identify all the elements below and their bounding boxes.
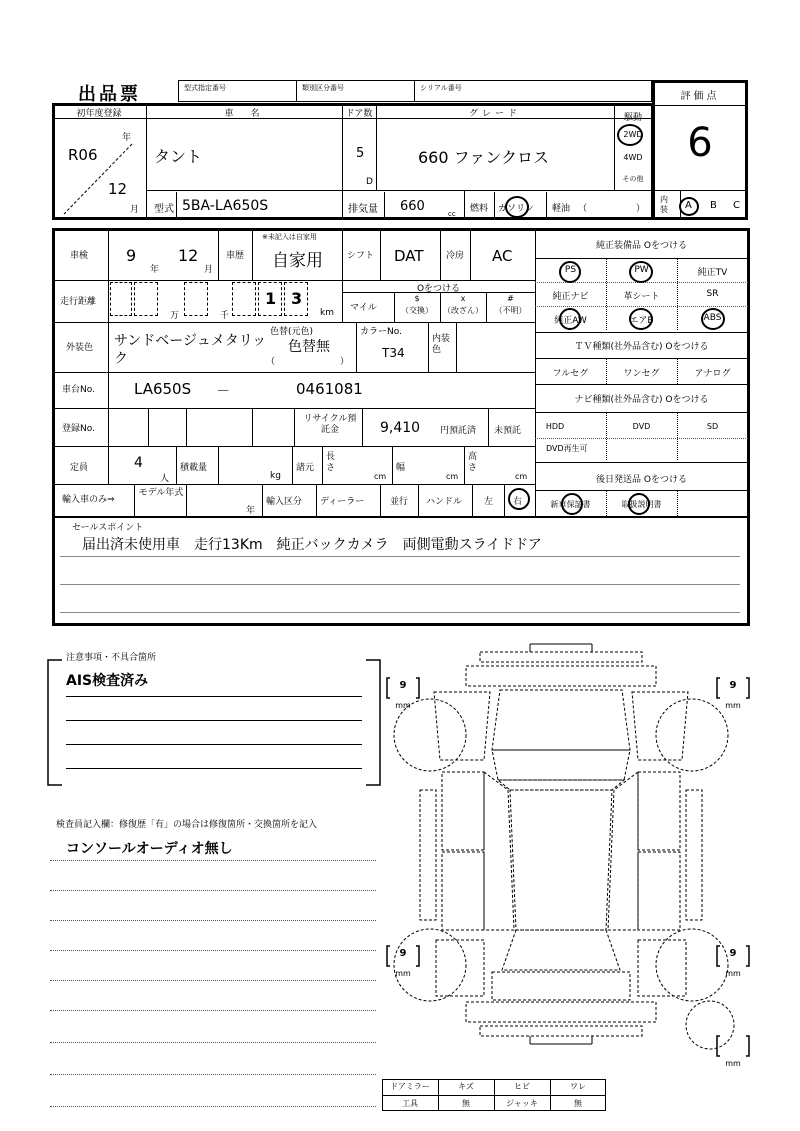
- first-reg-year-unit: 年: [122, 133, 132, 143]
- import-handle-left: 左: [484, 497, 494, 507]
- load-unit: kg: [270, 471, 281, 481]
- interior-grade-a: A: [685, 200, 692, 211]
- equip-aw-circle: [559, 308, 581, 330]
- import-handle: ハンドル: [426, 497, 463, 507]
- navi-dvd: DVD: [632, 422, 651, 431]
- mileage-digit-box: [134, 282, 158, 316]
- dims-height-unit: cm: [515, 472, 528, 481]
- tire-fr-value: 9: [729, 680, 737, 691]
- inspection-month-unit: 月: [204, 265, 214, 275]
- mileage-digit-box: [184, 282, 208, 316]
- mileage-unknown-symbol: #: [507, 294, 514, 303]
- displacement-unit: cc: [448, 210, 456, 218]
- equip-sr: SR: [706, 289, 719, 299]
- fuel-label: 燃料: [470, 204, 489, 214]
- drive-option-4wd: 4WD: [623, 153, 643, 162]
- navi-hdd: HDD: [545, 422, 565, 431]
- recycle-value: 9,410: [380, 420, 421, 436]
- shift-label: シフト: [347, 251, 375, 261]
- legend-door-mirror: ドアミラー: [390, 1082, 430, 1091]
- tire-rl-unit: mm: [395, 969, 411, 978]
- tire-fl-unit: mm: [395, 701, 411, 710]
- repaint-label: 色替(元色): [270, 327, 314, 337]
- equip-aw: 純正AW: [554, 316, 587, 326]
- mileage-altered: （改ざん）: [443, 306, 483, 315]
- import-dealer: ディーラー: [320, 497, 365, 507]
- mileage-digit-box: [232, 282, 256, 316]
- color-label: 外装色: [66, 343, 94, 353]
- inspection-month: 12: [178, 246, 199, 265]
- interior-label: 内装: [660, 195, 668, 214]
- navi-dvd-playback: DVD再生可: [546, 444, 588, 453]
- mileage-exchange: （交換）: [401, 306, 433, 315]
- inspection-label: 車検: [70, 251, 89, 261]
- import-label: 輸入車のみ⇒: [62, 495, 115, 505]
- handle-right-circle: [508, 488, 530, 510]
- inspection-year: 9: [126, 246, 137, 265]
- inspector-text: コンソールオーディオ無し: [66, 841, 233, 857]
- equip-tv: 純正TV: [697, 268, 728, 278]
- notes-text: AIS検査済み: [66, 673, 149, 689]
- capacity-persons: 4: [134, 455, 143, 471]
- navi-title: ナビ種類(社外品含む) Oをつける: [574, 395, 709, 405]
- later-warranty: 新車保証書: [550, 500, 591, 509]
- mileage-altered-symbol: x: [460, 294, 466, 303]
- tire-spare-unit: mm: [725, 1059, 741, 1068]
- legend-crack: ヒビ: [514, 1082, 530, 1091]
- aircon-value: AC: [492, 247, 513, 265]
- color-no-value: T34: [382, 346, 405, 360]
- grade-label: グレード: [468, 109, 521, 119]
- chassis-number: 0461081: [296, 380, 363, 398]
- navi-sd: SD: [706, 422, 719, 431]
- history-note: ※未記入は自家用: [262, 233, 317, 241]
- first-reg-label: 初年度登録: [76, 109, 122, 119]
- car-name-label: 車 名: [224, 109, 264, 119]
- dims-length-label: 長さ: [326, 452, 336, 473]
- tv-oneseg: ワンセグ: [623, 369, 660, 379]
- chassis-dash: －: [216, 384, 230, 400]
- equip-pw-circle: [629, 261, 653, 283]
- first-reg-era: R06: [68, 146, 98, 164]
- legend-tools: 工具: [402, 1099, 418, 1108]
- drive-option-2wd: 2WD: [623, 130, 643, 139]
- tire-rl-value: 9: [399, 948, 407, 959]
- import-parallel: 並行: [390, 497, 409, 507]
- chassis-prefix: LA650S: [134, 380, 192, 398]
- import-year-unit: 年: [246, 506, 256, 516]
- mileage-label: 走行距離: [60, 297, 97, 307]
- recycle-label: リサイクル預託金: [303, 414, 357, 435]
- displacement-label: 排気量: [348, 204, 378, 215]
- capacity-label: 定員: [70, 463, 89, 473]
- drive-label: 駆動: [623, 113, 642, 123]
- notes-label: 注意事項・不具合箇所: [66, 653, 157, 663]
- mileage-unknown: （不明）: [494, 306, 527, 315]
- fuel-gasoline: ガソリン: [498, 204, 535, 214]
- mileage-note: Oをつける: [416, 284, 461, 294]
- tire-fl-value: 9: [399, 680, 407, 691]
- recycle-not-deposited: 未預託: [494, 426, 522, 436]
- import-handle-right: 右: [513, 497, 523, 507]
- mileage-digit-box: 3: [284, 282, 308, 316]
- interior-a-circle: [679, 197, 699, 216]
- legend-jack-value: 無: [574, 1099, 582, 1108]
- inspection-year-unit: 年: [150, 265, 160, 275]
- equip-pw: PW: [634, 265, 649, 275]
- import-model-year-label: モデル年式: [138, 488, 184, 498]
- equip-leather: 革シート: [623, 292, 660, 302]
- selling-points-label: セールスポイント: [72, 523, 144, 533]
- tire-front-right: [716, 676, 750, 712]
- inspector-label: 検査員記入欄：修復歴「有」の場合は修復箇所・交換箇所を記入: [56, 820, 318, 830]
- equip-ps-circle: [559, 261, 581, 283]
- tv-fullseg: フルセグ: [552, 369, 589, 379]
- interior-color-label: 内装色: [432, 334, 451, 355]
- color-no-label: カラーNo.: [360, 327, 402, 337]
- fuel-paren-open: （: [578, 204, 588, 214]
- car-name-value: タント: [154, 147, 203, 166]
- fuel-paren-close: ）: [636, 204, 646, 214]
- tire-front-left: [386, 676, 420, 712]
- category-number-label: 類別区分番号: [302, 84, 344, 92]
- model-type-value: 5BA-LA650S: [182, 198, 269, 214]
- later-warranty-circle: [561, 493, 583, 515]
- later-manual: 取扱説明書: [621, 500, 662, 509]
- interior-grade-c: C: [733, 200, 740, 211]
- model-designation-label: 型式指定番号: [184, 84, 226, 92]
- form-title: 出品票: [78, 84, 141, 105]
- equip-airbag: エアB: [629, 316, 654, 326]
- recycle-deposited: 円預託済: [440, 426, 477, 436]
- model-type-label: 型式: [154, 204, 174, 215]
- capacity-persons-unit: 人: [160, 474, 170, 484]
- shift-value: DAT: [394, 247, 424, 265]
- fuel-gasoline-circle: [505, 196, 529, 218]
- equip-abs: ABS: [703, 313, 722, 323]
- equipment-grid: [535, 258, 748, 330]
- legend-tools-value: 無: [462, 1099, 470, 1108]
- history-value: 自家用: [272, 251, 323, 271]
- legend-break: ワレ: [570, 1082, 586, 1091]
- dims-height-label: 高さ: [468, 452, 478, 473]
- doors-suffix: D: [366, 177, 373, 187]
- tire-rr-unit: mm: [725, 969, 741, 978]
- first-reg-month: 12: [108, 180, 128, 198]
- mileage-digit-box: [110, 282, 132, 316]
- repaint-paren-close: ）: [340, 357, 350, 367]
- mileage-unit-km: km: [320, 308, 334, 318]
- dims-label: 諸元: [296, 463, 315, 473]
- equipment-title: 純正装備品 Oをつける: [596, 241, 687, 251]
- equip-navi: 純正ナビ: [552, 292, 589, 302]
- fuel-light-oil: 軽油: [552, 204, 571, 214]
- tire-rr-value: 9: [729, 948, 737, 959]
- legend-scratch: キズ: [458, 1082, 474, 1091]
- load-label: 積載量: [180, 463, 208, 473]
- drive-2wd-circle: [617, 124, 643, 146]
- later-title: 後日発送品 Oをつける: [596, 475, 687, 485]
- chassis-label: 車台No.: [62, 385, 95, 395]
- tire-rear-right: [716, 944, 750, 980]
- doors-label: ドア数: [345, 109, 373, 119]
- later-manual-circle: [628, 493, 650, 515]
- equip-abs-circle: [701, 308, 725, 330]
- color-value: サンドベージュメタリック: [114, 333, 267, 367]
- tv-title: ＴＶ種類(社外品含む) Oをつける: [574, 342, 709, 352]
- registration-label: 登録No.: [62, 424, 95, 434]
- grade-value: 660 ファンクロス: [418, 148, 549, 167]
- dims-width-label: 幅: [396, 463, 406, 473]
- car-damage-diagram: [380, 640, 760, 1080]
- score-label: 評価点: [680, 91, 720, 102]
- repaint-value: 色替無: [288, 339, 330, 355]
- aircon-label: 冷房: [446, 251, 465, 261]
- mileage-mile: マイル: [350, 303, 377, 313]
- interior-grade-b: B: [710, 200, 717, 211]
- serial-number-label: シリアル番号: [420, 84, 462, 92]
- import-category-label: 輸入区分: [266, 497, 303, 507]
- mileage-unit-sen: 千: [220, 311, 230, 321]
- tire-spare: [716, 1034, 750, 1070]
- dims-length-unit: cm: [374, 472, 387, 481]
- legend-jack: ジャッキ: [506, 1099, 538, 1108]
- mileage-exchange-symbol: $: [414, 294, 420, 303]
- doors-value: 5: [356, 146, 365, 161]
- equip-airbag-circle: [629, 308, 653, 330]
- dims-width-unit: cm: [446, 472, 459, 481]
- mileage-unit-man: 万: [170, 311, 180, 321]
- displacement-value: 660: [400, 199, 425, 214]
- score-value: 6: [687, 120, 713, 166]
- tire-rear-left: [386, 944, 420, 980]
- history-label: 車歴: [226, 251, 245, 261]
- equip-ps: PS: [564, 265, 577, 275]
- repaint-paren-open: （: [266, 357, 276, 367]
- selling-points-text: 届出済未使用車 走行13Km 純正バックカメラ 両側電動スライドドア: [82, 537, 542, 553]
- drive-option-other: その他: [622, 175, 644, 183]
- mileage-digits: [108, 280, 348, 322]
- first-reg-month-unit: 月: [130, 205, 140, 215]
- tv-analog: アナログ: [694, 369, 731, 379]
- mileage-digit-box: 1: [258, 282, 282, 316]
- tire-fr-unit: mm: [725, 701, 741, 710]
- header-number-row: [178, 80, 652, 102]
